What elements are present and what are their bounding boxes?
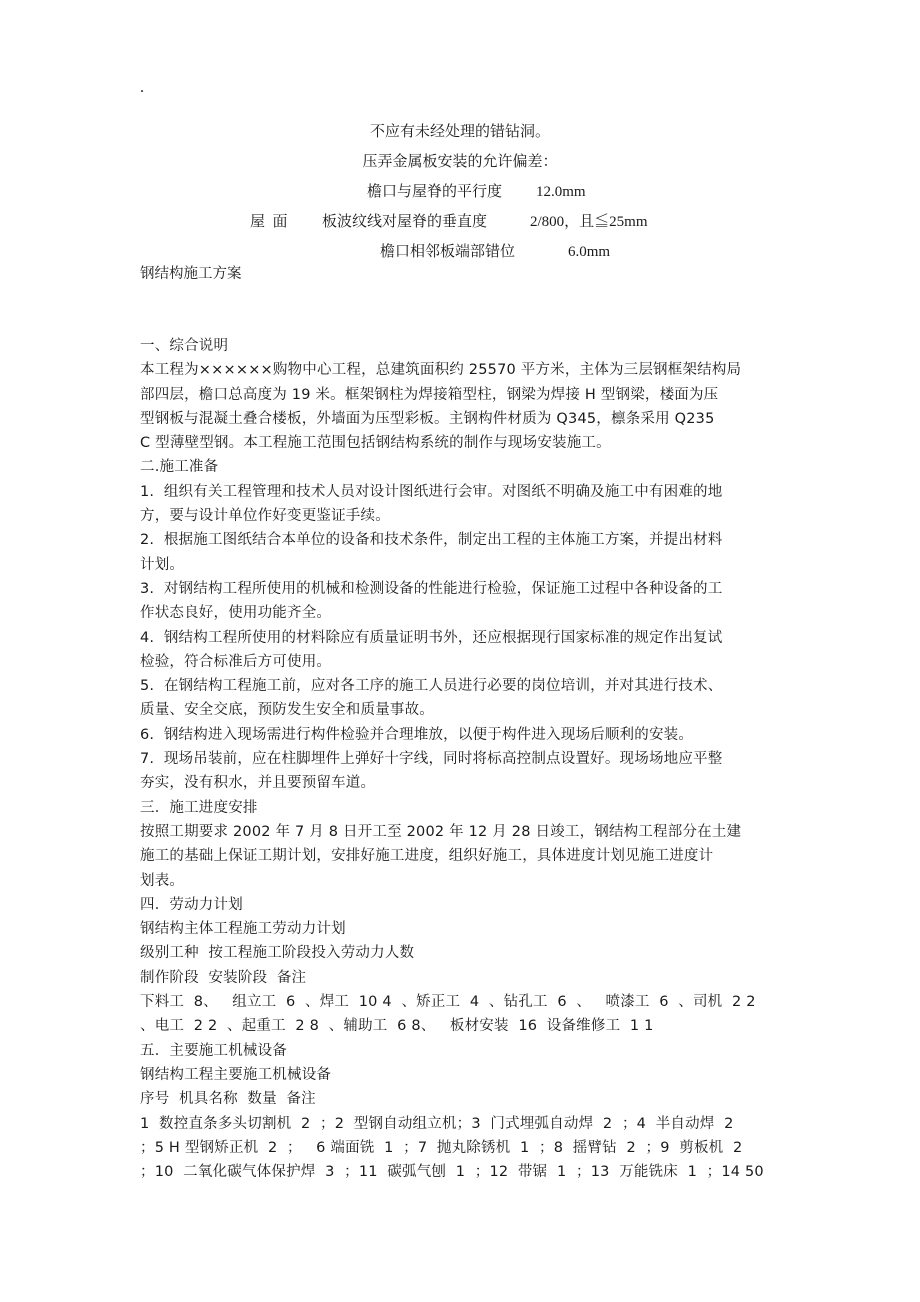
tolerance-row-2-value: 2/800，且≦25mm [530,214,648,230]
body-line: 5. 在钢结构工程施工前，应对各工序的施工人员进行必要的岗位培训，并对其进行技术、 [140,678,723,695]
body-line: C 型薄壁型钢。本工程施工范围包括钢结构系统的制作与现场安装施工。 [140,435,611,452]
tolerance-row-2-label: 板波纹线对屋脊的垂直度 [322,214,488,230]
body-line: 本工程为××××××购物中心工程，总建筑面积约 25570 平方米，主体为三层钢框架结构局 [140,362,742,379]
body-line: 钢结构工程主要施工机械设备 [140,1066,332,1083]
body-line: 、电工 2 2 、起重工 2 8 、辅助工 6 8、 板材安装 16 设备维修工 1 1 [140,1018,654,1035]
body-line: 制作阶段 安装阶段 备注 [140,969,307,986]
document-title: 钢结构施工方案 [140,266,242,282]
body-line: 按照工期要求 2002 年 7 月 8 日开工至 2002 年 12 月 28 日竣工，钢结构工程部分在土建 [140,823,742,840]
body-line: 2. 根据施工图纸结合本单位的设备和技术条件，制定出工程的主体施工方案，并提出材料 [140,532,723,549]
body-line: 一、综合说明 [140,338,229,354]
body-line: 6. 钢结构进入现场需进行构件检验并合理堆放，以便于构件进入现场后顺利的安装。 [140,726,694,743]
tolerance-group-label: 屋 面 [250,214,288,230]
body-line: ；10 二氧化碳气体保护焊 3 ；11 碳弧气刨 1 ；12 带锯 1 ；13 万能铣床 1 ；14 50 [140,1164,764,1181]
body-line: 三．施工进度安排 [140,799,258,816]
body-line: 序号 机具名称 数量 备注 [140,1091,316,1108]
body-line: 3. 对钢结构工程所使用的机械和检测设备的性能进行检验，保证施工过程中各种设备的工 [140,580,723,597]
body-line: 型钢板与混凝土叠合楼板，外墙面为压型彩板。主钢构件材质为 Q345，檩条采用 Q235 [140,410,715,427]
body-line: 钢结构主体工程施工劳动力计划 [140,921,346,938]
body-line: 4. 钢结构工程所使用的材料除应有质量证明书外，还应根据现行国家标准的规定作出复试 [140,629,723,646]
body-line: 施工的基础上保证工期计划，安排好施工进度，组织好施工，具体进度计划见施工进度计 [140,848,714,865]
tolerance-row-1-value: 12.0mm [536,184,586,200]
tolerance-row-3-value: 6.0mm [568,244,611,260]
body-line: ；5 H 型钢矫正机 2 ； 6 端面铣 1 ；7 抛丸除锈机 1 ；8 摇臂钻 2 ；9 剪板机 2 [140,1139,743,1156]
body-line: 作状态良好，使用功能齐全。 [140,605,332,622]
tolerance-row-1-label: 檐口与屋脊的平行度 [367,184,503,200]
document-body [140,334,790,1184]
body-line: 质量、安全交底，预防发生安全和质量事故。 [140,702,434,719]
intro-line-1: 不应有未经处理的错钻洞。 [369,124,550,140]
body-line: 1. 组织有关工程管理和技术人员对设计图纸进行会审。对图纸不明确及施工中有困难的地 [140,483,723,500]
body-line: 部四层，檐口总高度为 19 米。框架钢柱为焊接箱型柱，钢梁为焊接 H 型钢梁，楼面为压 [140,386,719,403]
body-line: 夯实，没有积水，并且要预留车道。 [140,775,376,792]
body-line: 7. 现场吊装前，应在柱脚埋件上弹好十字线，同时将标高控制点设置好。现场场地应平整 [140,751,723,768]
body-line: 计划。 [140,556,185,573]
tolerance-row-3-label: 檐口相邻板端部错位 [380,244,516,260]
body-line: 四．劳动力计划 [140,896,243,913]
page-mark: . [140,79,144,96]
body-line: 划表。 [140,872,185,889]
body-line: 下料工 8、 组立工 6 、焊工 10 4 、矫正工 4 、钻孔工 6 、 喷漆工 6 、司机 2 2 [140,994,756,1011]
body-line: 级别工种 按工程施工阶段投入劳动力人数 [140,945,415,962]
body-line: 方，要与设计单位作好变更鉴证手续。 [140,508,390,525]
body-line: 二.施工准备 [140,459,219,476]
body-line: 五．主要施工机械设备 [140,1042,287,1059]
body-line: 检验，符合标准后方可使用。 [140,653,332,670]
intro-line-2: 压弄金属板安装的允许偏差： [362,154,558,170]
body-line: 1 数控直条多头切割机 2 ；2 型钢自动组立机；3 门式埋弧自动焊 2 ；4 半自动焊 2 [140,1115,734,1132]
